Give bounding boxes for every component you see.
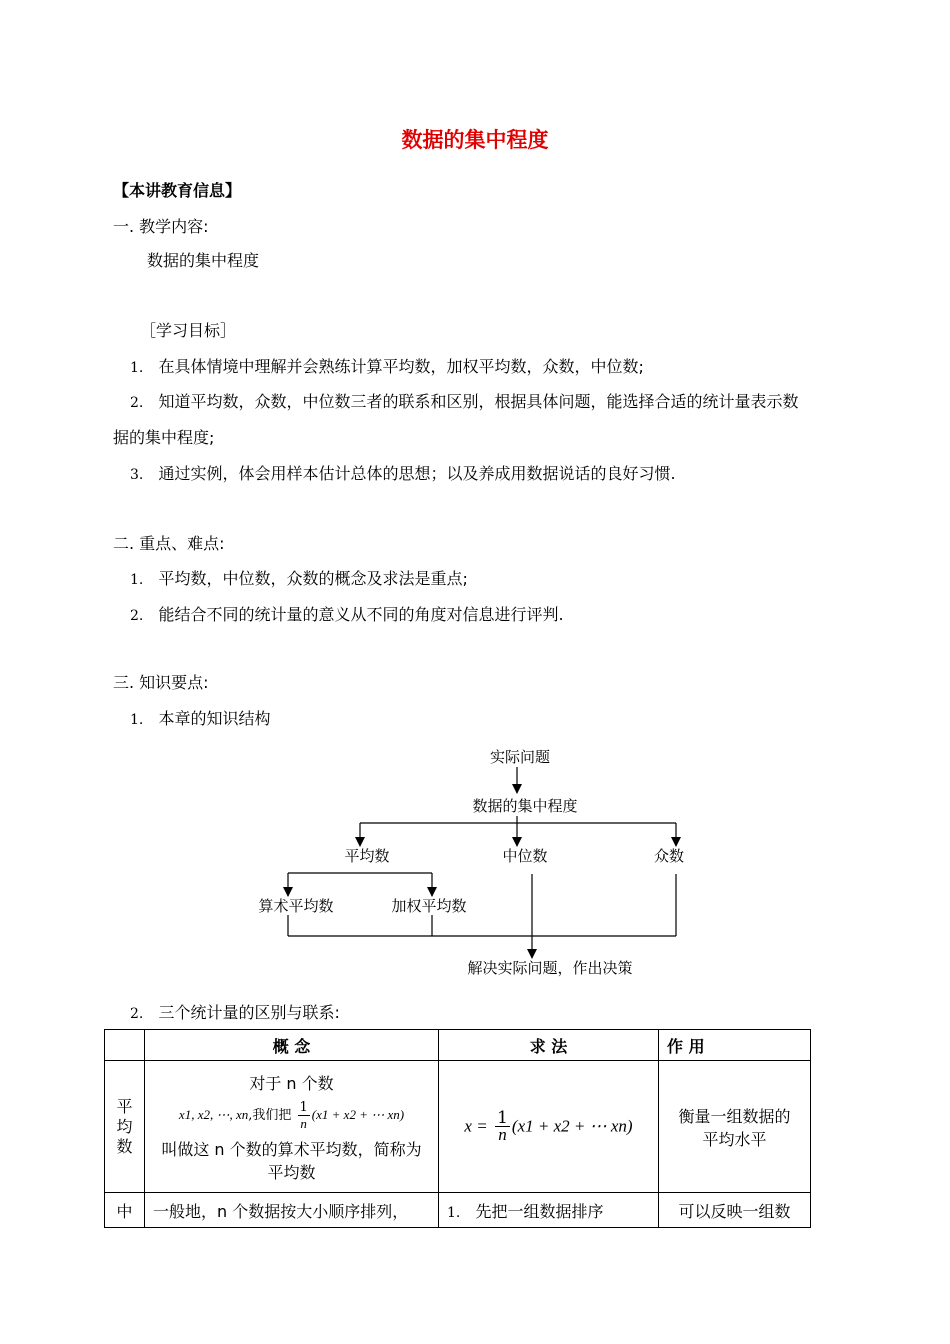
s3-item-2 bbox=[130, 1000, 340, 1023]
s2-heading: 二. 重点、难点: bbox=[113, 534, 225, 553]
node-mode: 众数 bbox=[653, 847, 685, 865]
frac-num: 1 bbox=[497, 1108, 508, 1128]
node-center: 数据的集中程度 bbox=[472, 797, 578, 815]
page-title: 数据的集中程度 bbox=[401, 128, 549, 152]
frac-num: 1 bbox=[299, 1099, 308, 1115]
concept-line: 平均数 bbox=[267, 1162, 316, 1182]
node-arith: 算术平均数 bbox=[258, 897, 334, 915]
method-num: 1. bbox=[447, 1204, 461, 1221]
s1-heading: 一. 教学内容: bbox=[113, 217, 209, 236]
goal-num: 3. bbox=[130, 467, 144, 483]
comparison-table bbox=[104, 1029, 811, 1228]
s2-num: 2. bbox=[130, 608, 144, 624]
concept-formula bbox=[145, 1100, 438, 1131]
concept-sum: (x1 + x2 + ⋯ xn) bbox=[311, 1106, 405, 1122]
method-sum: (x1 + x2 + ⋯ xn) bbox=[511, 1116, 633, 1136]
goal-text: 在具体情境中理解并会熟练计算平均数，加权平均数，众数，中位数; bbox=[158, 357, 644, 376]
method-text: 先把一组数据排序 bbox=[475, 1201, 604, 1221]
concept-cell: 一般地，n 个数据按大小顺序排列， bbox=[145, 1193, 439, 1228]
row-label: 中 bbox=[105, 1193, 145, 1228]
goal-text: 知道平均数，众数，中位数三者的联系和区别，根据具体问题，能选择合适的统计量表示数 bbox=[158, 392, 799, 411]
header-cell bbox=[105, 1030, 145, 1061]
frac-den: n bbox=[498, 1125, 507, 1144]
node-top: 实际问题 bbox=[489, 748, 551, 766]
s3-num: 2. bbox=[130, 1006, 144, 1022]
goal-num: 1. bbox=[130, 360, 144, 376]
s3-text: 本章的知识结构 bbox=[158, 709, 271, 728]
header-cell: 作 用 bbox=[659, 1030, 811, 1061]
concept-line: 对于 n 个数 bbox=[249, 1073, 334, 1093]
header-cell: 求 法 bbox=[439, 1030, 659, 1061]
use-cell: 衡量一组数据的平均水平 bbox=[659, 1061, 811, 1193]
node-result: 解决实际问题，作出决策 bbox=[467, 959, 633, 977]
method-cell bbox=[439, 1193, 659, 1228]
section-header: 【本讲教育信息】 bbox=[113, 181, 242, 200]
method-cell bbox=[439, 1061, 659, 1193]
s2-text: 平均数，中位数，众数的概念及求法是重点; bbox=[158, 569, 468, 588]
s3-num: 1. bbox=[130, 712, 144, 728]
frac bbox=[495, 1108, 510, 1144]
s3-heading: 三. 知识要点: bbox=[113, 673, 209, 692]
goal-item-2-cont: 据的集中程度; bbox=[113, 428, 215, 447]
concept-we: ,我们把 bbox=[248, 1107, 292, 1123]
header-cell: 概 念 bbox=[145, 1030, 439, 1061]
goal-num: 2. bbox=[130, 395, 144, 411]
table-header-row bbox=[105, 1030, 811, 1061]
frac-den: n bbox=[300, 1115, 307, 1131]
goals-label: ［学习目标］ bbox=[140, 321, 237, 340]
frac bbox=[298, 1100, 310, 1131]
s2-num: 1. bbox=[130, 572, 144, 588]
node-weighted: 加权平均数 bbox=[391, 897, 467, 915]
s2-text: 能结合不同的统计量的意义从不同的角度对信息进行评判. bbox=[158, 605, 564, 624]
use-cell: 可以反映一组数 bbox=[659, 1193, 811, 1228]
goal-text: 通过实例，体会用样本估计总体的思想；以及养成用数据说话的良好习惯. bbox=[158, 464, 676, 483]
method-lhs: x = bbox=[464, 1116, 488, 1136]
node-median: 中位数 bbox=[502, 847, 548, 865]
s3-text: 三个统计量的区别与联系: bbox=[158, 1003, 340, 1022]
s1-content: 数据的集中程度 bbox=[147, 251, 260, 270]
concept-line: 叫做这 n 个数的算术平均数，简称为 bbox=[161, 1139, 422, 1159]
table-row bbox=[105, 1061, 811, 1193]
concept-cell bbox=[145, 1061, 439, 1193]
table-row bbox=[105, 1193, 811, 1228]
concept-seq: x1, x2, ⋯, xn bbox=[178, 1106, 249, 1122]
row-label: 平均数 bbox=[105, 1061, 145, 1193]
node-mean: 平均数 bbox=[344, 847, 390, 865]
